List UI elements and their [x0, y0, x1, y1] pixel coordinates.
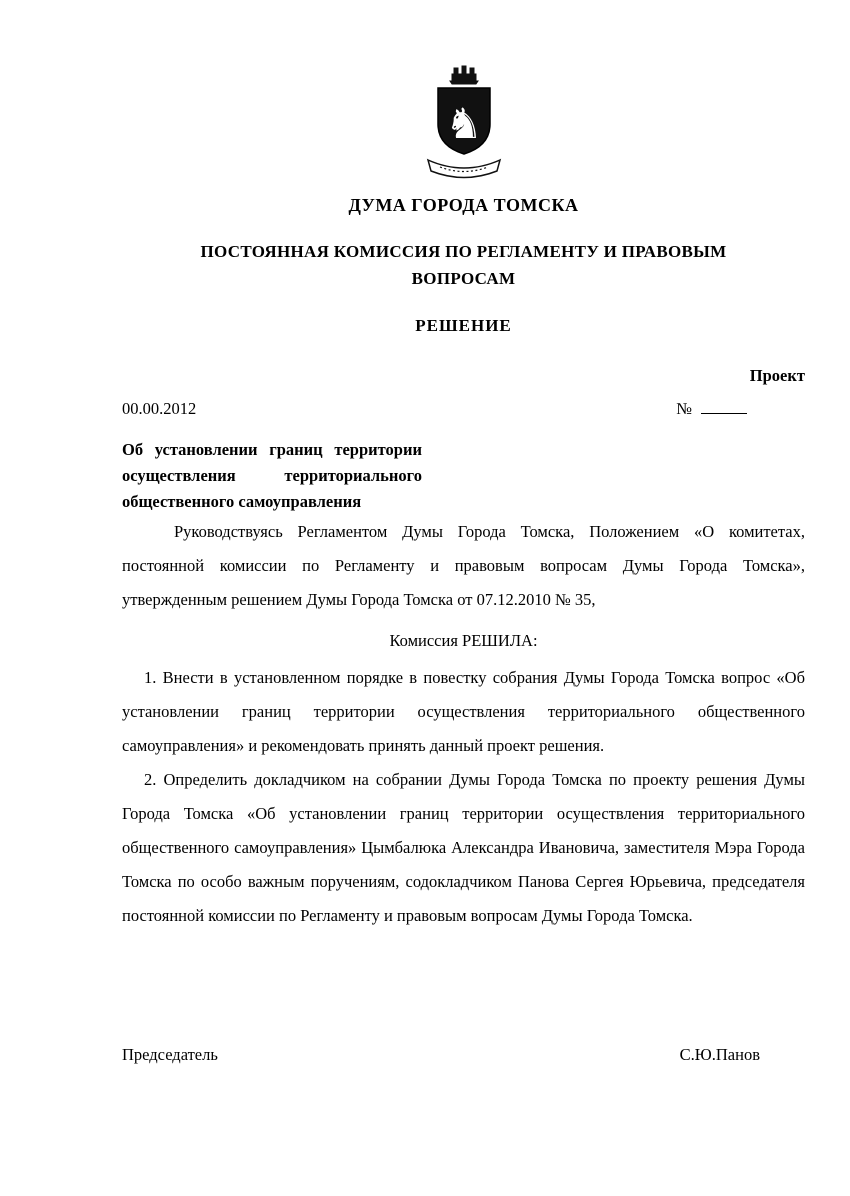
document-type-heading: РЕШЕНИЕ: [415, 316, 512, 335]
resolution-header: Комиссия РЕШИЛА:: [389, 631, 538, 650]
commission-title: ПОСТОЯННАЯ КОМИССИЯ ПО РЕГЛАМЕНТУ И ПРАВОВЫМ ВОПРОСАМ: [200, 242, 727, 288]
document-subject: Об установлении границ территории осуществления территориального общественного самоуправления: [122, 440, 422, 511]
document-number-group: [676, 399, 747, 419]
resolution-item-2: 2. Определить докладчиком на собрании Думы Города Томска по проекту решения Думы Города Томска «Об установлении границ территории осуществления территориального общественного самоуправления» Цымбалюка Александра Ивановича, заместителя Мэра Города Томска по особо важным поручениям, содокладчиком Панова Сергея Юрьевича, председателя постоянной комиссии по Регламенту и правовым вопросам Думы Города Томска.: [122, 770, 805, 925]
signature-title: Председатель: [122, 1045, 218, 1064]
signature-name: С.Ю.Панов: [679, 1045, 760, 1064]
draft-label: Проект: [749, 366, 805, 385]
tomsk-coat-of-arms-icon: [416, 64, 512, 187]
svg-text:♞: ♞: [444, 99, 483, 148]
number-label: №: [676, 399, 692, 418]
preamble-paragraph: Руководствуясь Регламентом Думы Города Томска, Положением «О комитетах, постоянной комиссии по Регламенту и правовым вопросам Думы Города Томска», утвержденным решением Думы Города Томска от 07.12.2010 № 35,: [122, 522, 805, 609]
number-blank-line: [701, 399, 747, 414]
signature-row: [122, 1045, 805, 1065]
date-number-row: [122, 399, 805, 419]
coat-of-arms-graphic: [416, 64, 512, 182]
document-date: 00.00.2012: [122, 399, 197, 418]
resolution-item-1: 1. Внести в установленном порядке в повестку собрания Думы Города Томска вопрос «Об установлении границ территории осуществления территориального общественного самоуправления» и рекомендовать принять данный проект решения.: [122, 668, 805, 755]
organization-title: ДУМА ГОРОДА ТОМСКА: [348, 195, 579, 215]
